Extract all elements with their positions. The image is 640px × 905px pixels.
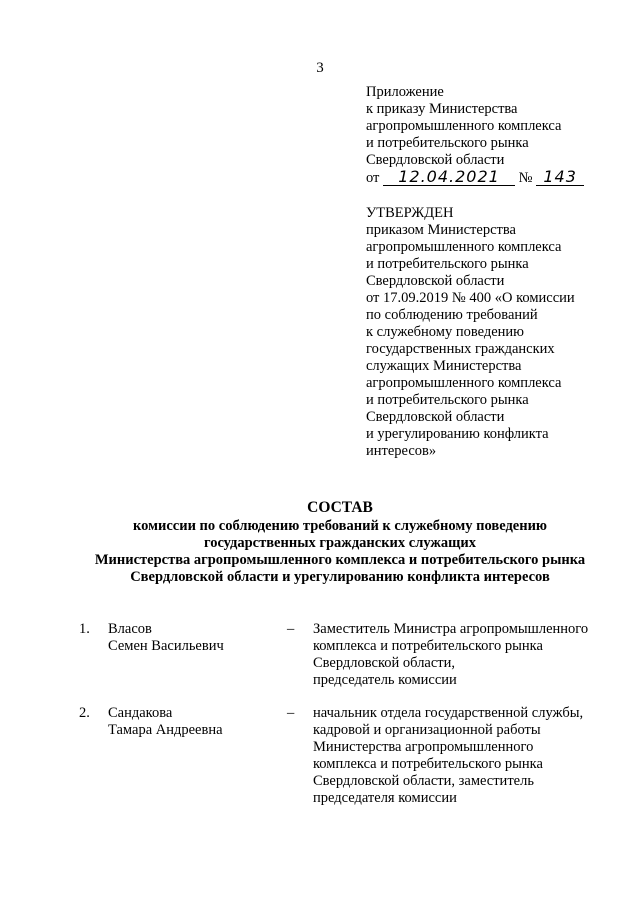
member-entry	[0, 705, 640, 805]
member-name	[108, 705, 223, 739]
approved-line: по соблюдению требований	[366, 307, 538, 323]
member-surname: Сандакова	[108, 705, 173, 721]
approved-line: УТВЕРЖДЕН	[366, 205, 454, 221]
member-role	[313, 705, 583, 807]
member-surname: Власов	[108, 621, 152, 637]
member-index: 1.	[79, 621, 90, 637]
handwritten-date: 12.04.2021	[383, 169, 515, 186]
role-line: Министерства агропромышленного	[313, 739, 534, 755]
appendix-line: Приложение	[366, 84, 444, 100]
role-line: комплекса и потребительского рынка	[313, 756, 543, 772]
appendix-line: Свердловской области	[366, 152, 505, 168]
title-line: государственных гражданских служащих	[203, 535, 477, 551]
member-given-names: Семен Васильевич	[108, 638, 224, 654]
member-entry	[0, 621, 640, 705]
members-list	[0, 621, 640, 806]
title-line: Свердловской области и урегулированию конфликта интересов	[130, 569, 550, 585]
role-line: кадровой и организационной работы	[313, 722, 541, 738]
member-dash: –	[287, 621, 295, 637]
approved-line: и потребительского рынка	[366, 392, 529, 408]
approved-line: к служебному поведению	[366, 324, 525, 340]
approved-line: агропромышленного комплекса	[366, 375, 562, 391]
approved-line: Свердловской области	[366, 409, 505, 425]
title-line: комиссии по соблюдению требований к служебному поведению	[132, 518, 548, 534]
appendix-line: агропромышленного комплекса	[366, 118, 562, 134]
approved-line: государственных гражданских	[366, 341, 555, 357]
member-dash: –	[287, 705, 295, 721]
role-line: Свердловской области, заместитель	[313, 773, 534, 789]
date-prefix: от	[366, 170, 380, 186]
appendix-line: и потребительского рынка	[366, 135, 529, 151]
role-line: комплекса и потребительского рынка	[313, 638, 543, 654]
role-line: Заместитель Министра агропромышленного	[313, 621, 589, 637]
appendix-line: к приказу Министерства	[366, 101, 518, 117]
approved-line: агропромышленного комплекса	[366, 239, 562, 255]
member-given-names: Тамара Андреевна	[108, 722, 223, 738]
number-label: №	[518, 170, 533, 186]
order-date-line	[366, 169, 584, 187]
approved-line: и потребительского рынка	[366, 256, 529, 272]
document-title	[40, 499, 640, 586]
member-role	[313, 621, 588, 689]
approved-line: от 17.09.2019 № 400 «О комиссии	[366, 290, 575, 306]
role-line: председатель комиссии	[313, 672, 457, 688]
role-line: Свердловской области,	[313, 655, 456, 671]
handwritten-number: 143	[536, 169, 584, 186]
page-number: 3	[316, 60, 324, 76]
title-main: СОСТАВ	[307, 499, 373, 516]
member-index: 2.	[79, 705, 90, 721]
approved-block	[366, 205, 575, 460]
role-line: начальник отдела государственной службы,	[313, 705, 584, 721]
member-name	[108, 621, 224, 655]
title-line: Министерства агропромышленного комплекса и потребительского рынка	[94, 552, 586, 568]
approved-line: приказом Министерства	[366, 222, 516, 238]
role-line: председателя комиссии	[313, 790, 457, 806]
approved-line: Свердловской области	[366, 273, 505, 289]
approved-line: интересов»	[366, 443, 437, 459]
appendix-block	[366, 84, 584, 187]
approved-line: служащих Министерства	[366, 358, 522, 374]
approved-line: и урегулированию конфликта	[366, 426, 549, 442]
